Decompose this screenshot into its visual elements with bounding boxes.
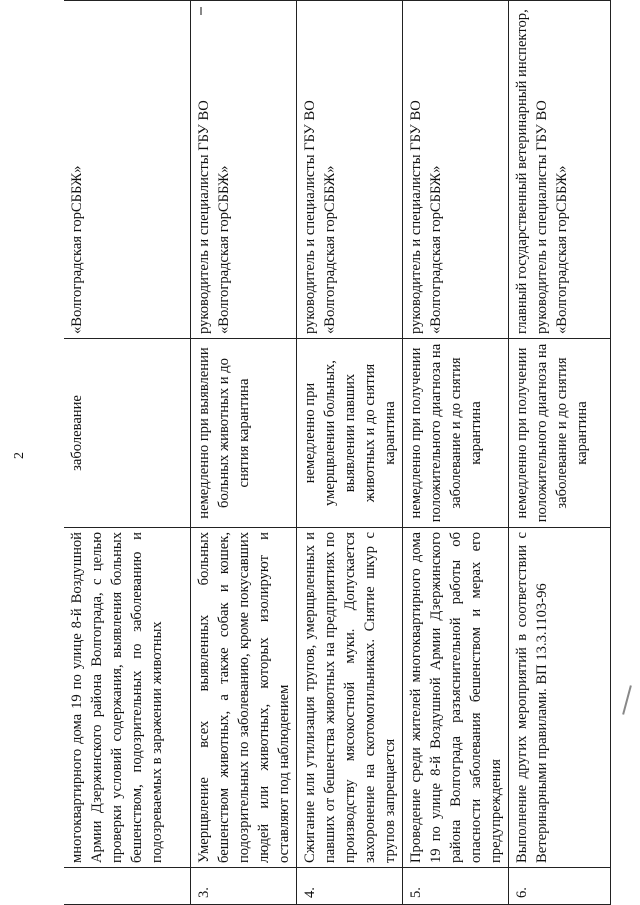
responsible-text: руководитель и специалисты ГБУ ВО «Волгоградская горСББЖ» <box>402 1 508 339</box>
table-row <box>296 1 402 905</box>
table-row <box>190 1 296 905</box>
row-number <box>64 868 190 905</box>
term-text: немедленно при получении положительного диагноза на заболевание и до снятия карантина <box>508 339 610 528</box>
responsible-text: «Волгоградская горСББЖ» <box>64 1 190 339</box>
table-row <box>508 1 610 905</box>
term-text: немедленно при выявлении больных животных и до снятия карантина <box>190 339 296 528</box>
row-number: 6. <box>508 868 610 905</box>
row-number: 3. <box>190 868 296 905</box>
responsible-text: руководитель и специалисты ГБУ ВО «Волгоградская горСББЖ» <box>296 1 402 339</box>
responsible-text: руководитель и специалисты ГБУ ВО «Волгоградская горСББЖ» <box>190 1 296 339</box>
term-text: немедленно при умерщвлении больных, выявлении павших животных и до снятия карантина <box>296 339 402 528</box>
measure-text: Проведение среди жителей многоквартирного дома 19 по улице 8-й Воздушной Армии Дзержинского района Волгограда разъяснительной работы об опасности заболевания бешенством и мерах его предупреждения <box>402 528 508 868</box>
measure-text: Сжигание или утилизация трупов, умерщвленных и павших от бешенства животных на предприятиях по производству мясокостной муки. Допускается захоронение на скотомогильниках. Снятие шкур с трупов запрещается <box>296 528 402 868</box>
measure-text: Выполнение других мероприятий в соответствии с Ветеринарными правилами. ВП 13.3.1103-96 <box>508 528 610 868</box>
term-text: немедленно при получении положительного диагноза на заболевание и до снятия карантина <box>402 339 508 528</box>
scan-artifact <box>200 7 202 15</box>
measure-text: многоквартирного дома 19 по улице 8-й Воздушной Армии Дзержинского района Волгограда, с целью проверки условий содержания, выявления больных бешенством, подозрительных по заболеванию и подозреваемых в заражении животных <box>64 528 190 868</box>
measure-text: Умерщвление всех выявленных больных бешенством животных, а также собак и кошек, подозрительных по заболеванию, кроме покусавших людей или животных, которых изолируют и оставляют под наблюдением <box>190 528 296 868</box>
scan-artifact <box>622 685 632 714</box>
row-number: 5. <box>402 868 508 905</box>
row-number: 4. <box>296 868 402 905</box>
page-number: 2 <box>12 452 27 459</box>
table-row <box>402 1 508 905</box>
table-row <box>64 1 190 905</box>
term-text: заболевание <box>64 339 190 528</box>
measures-table <box>64 0 611 905</box>
responsible-text: главный государственный ветеринарный инспектор, руководитель и специалисты ГБУ ВО «Волгоградская горСББЖ» <box>508 1 610 339</box>
